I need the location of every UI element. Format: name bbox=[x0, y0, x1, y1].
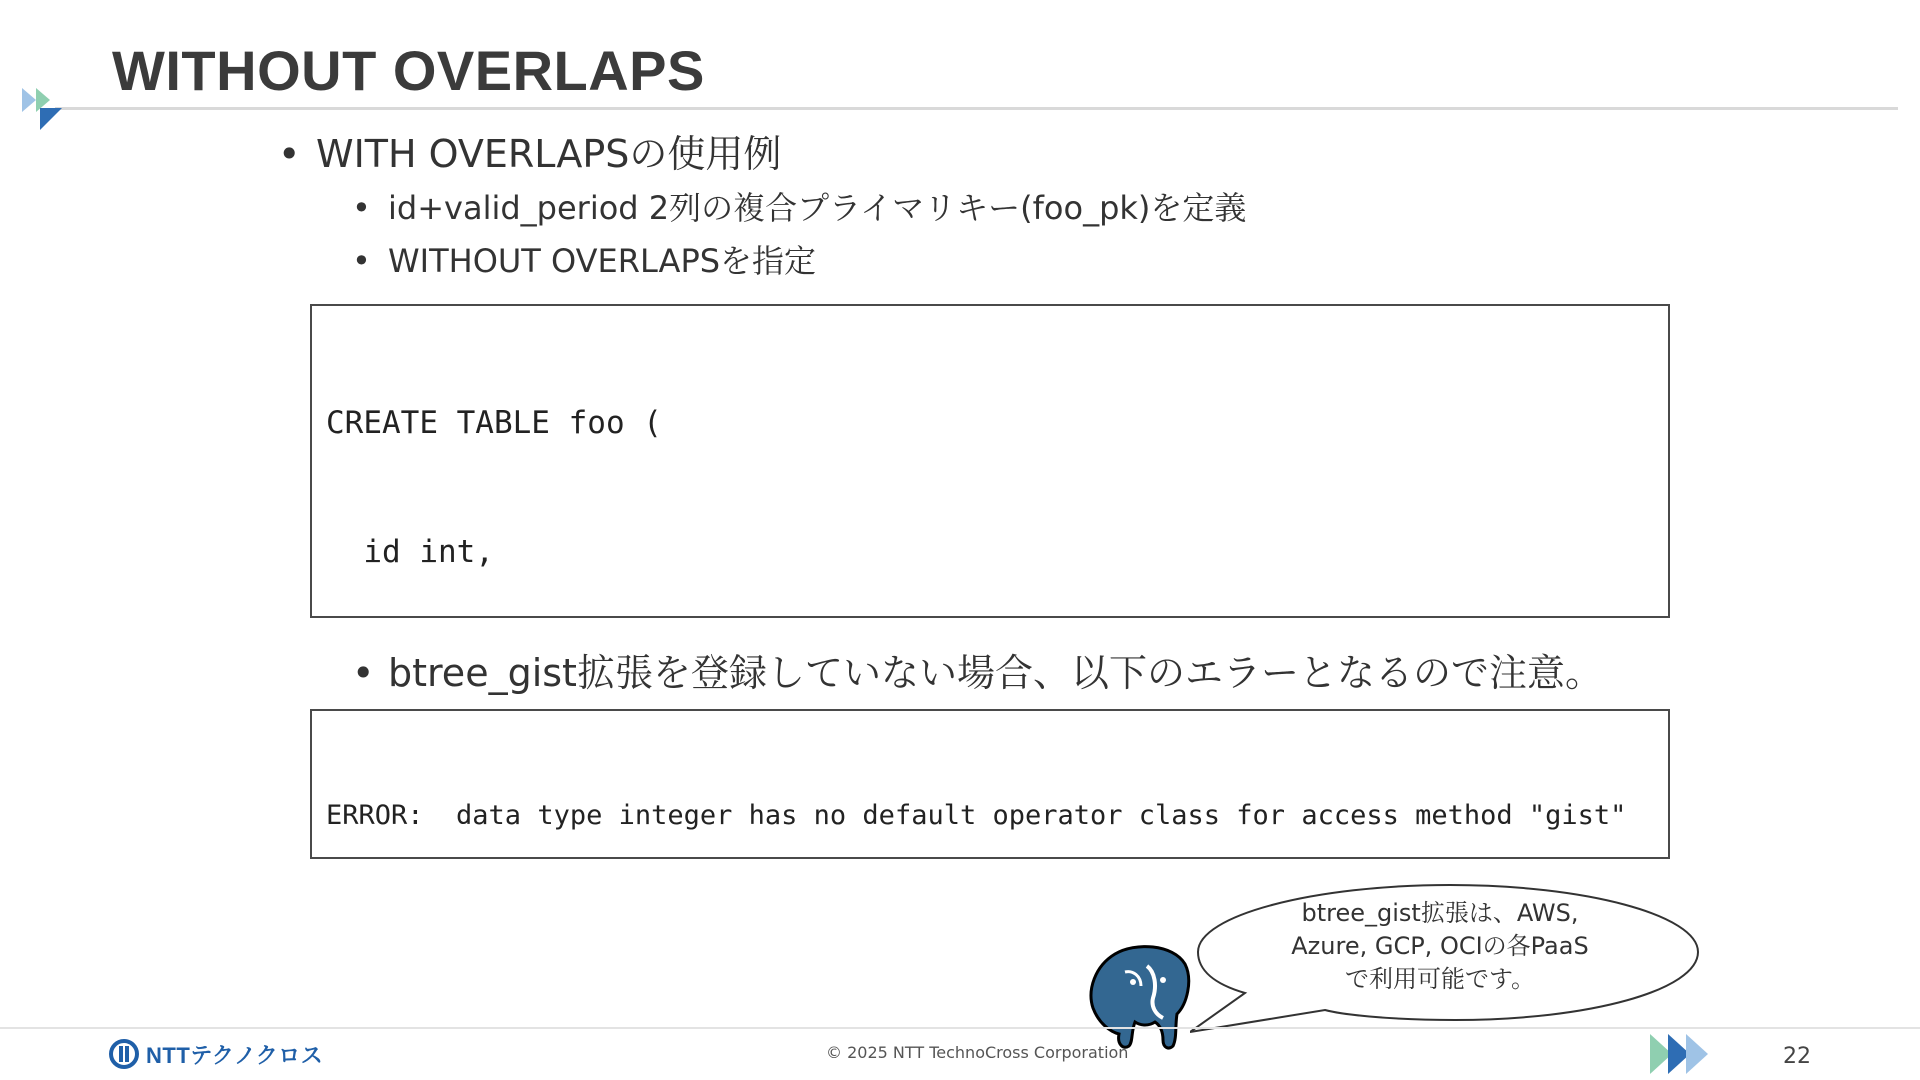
company-logo bbox=[108, 1038, 323, 1070]
sql-code-block bbox=[310, 304, 1670, 618]
bullet-dot: • bbox=[278, 132, 301, 176]
footer-divider bbox=[0, 1027, 1920, 1029]
triangle-arrows-icon bbox=[22, 88, 68, 132]
code-line: id int, bbox=[326, 534, 494, 570]
bullet-sub-1 bbox=[352, 183, 1246, 229]
ntt-logo-icon bbox=[108, 1038, 140, 1070]
copyright: © 2025 NTT TechnoCross Corporation bbox=[826, 1043, 1129, 1062]
callout-text bbox=[1280, 897, 1600, 996]
bullet-main bbox=[278, 123, 781, 178]
callout-line: Azure, GCP, OCIの各PaaS bbox=[1291, 932, 1589, 960]
bullet-dot: • bbox=[352, 242, 371, 280]
triangle-arrows-icon bbox=[1650, 1032, 1722, 1076]
logo-text: NTTテクノクロス bbox=[146, 1042, 324, 1068]
bullet-note bbox=[352, 642, 1603, 697]
bullet-note-text: btree_gist拡張を登録していない場合、以下のエラーとなるので注意。 bbox=[388, 651, 1603, 695]
code-line: CREATE TABLE foo ( bbox=[326, 405, 662, 441]
page-number: 22 bbox=[1783, 1044, 1811, 1069]
bullet-dot: • bbox=[352, 651, 375, 695]
callout-line: で利用可能です。 bbox=[1344, 965, 1536, 993]
bullet-dot: • bbox=[352, 189, 371, 227]
bullet-sub-2 bbox=[352, 236, 816, 282]
slide-title: WITHOUT OVERLAPS bbox=[112, 39, 705, 102]
title-divider bbox=[55, 107, 1898, 110]
postgresql-elephant-icon bbox=[1085, 942, 1195, 1052]
error-message-block bbox=[310, 709, 1670, 859]
callout-line: btree_gist拡張は、AWS, bbox=[1301, 899, 1579, 927]
bullet-sub-1-text: id+valid_period 2列の複合プライマリキー(foo_pk)を定義 bbox=[388, 189, 1247, 227]
bullet-main-text: WITH OVERLAPSの使用例 bbox=[316, 132, 782, 176]
bullet-sub-2-text: WITHOUT OVERLAPSを指定 bbox=[388, 242, 817, 280]
error-line: ERROR: data type integer has no default operator class for access method "gist" bbox=[326, 800, 1627, 831]
